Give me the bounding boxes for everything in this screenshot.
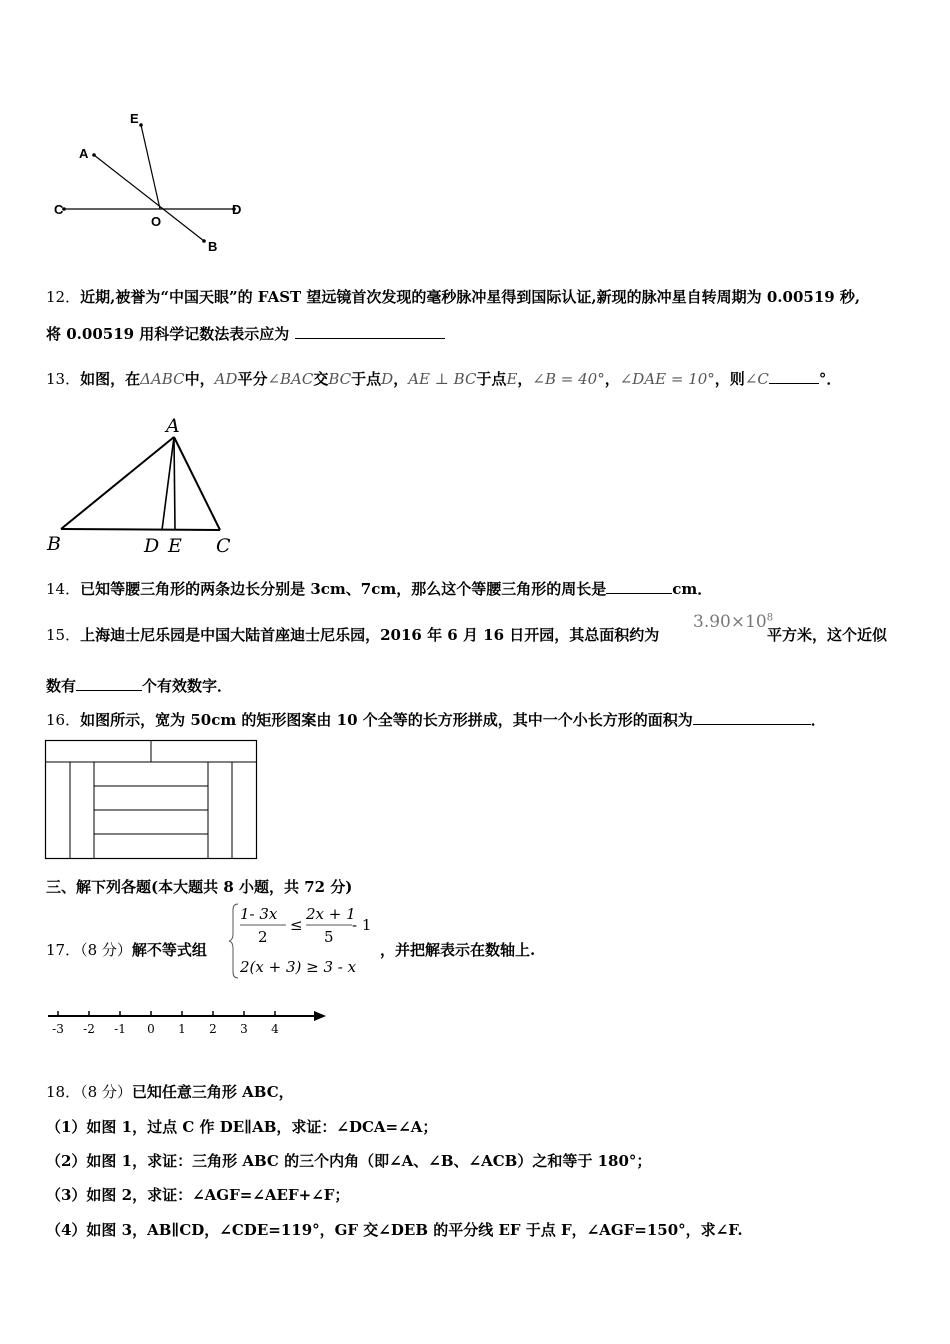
math-triangle-abc: ΔABC xyxy=(140,370,185,388)
side-ab xyxy=(61,437,174,529)
question-text: ，并把解表示在数轴上. xyxy=(380,941,536,959)
question-15-line1-tail xyxy=(767,625,887,645)
question-15-line1 xyxy=(46,625,659,645)
figure-angle-lines xyxy=(46,108,256,258)
math-angle-b: ∠B = 40° xyxy=(532,370,605,388)
label-o: O xyxy=(151,214,162,229)
question-text: 平方米，这个近似 xyxy=(767,626,888,644)
label-d: D xyxy=(232,202,242,217)
text-segment: ， xyxy=(604,370,620,388)
part-text: （4）如图 3，AB∥CD，∠CDE=119°，GF 交∠DEB 的平分线 EF 于点 F，∠AGF=150°，求∠F. xyxy=(46,1221,743,1239)
question-text: 已知等腰三角形的两条边长分别是 3cm、7cm，那么这个等腰三角形的周长是 xyxy=(80,580,607,598)
question-number: 16． xyxy=(46,711,81,729)
tick-label: 4 xyxy=(271,1022,279,1036)
question-12-line2 xyxy=(46,324,445,344)
question-18-lead xyxy=(46,1082,294,1102)
point-a xyxy=(92,153,96,157)
answer-blank[interactable] xyxy=(76,676,142,691)
question-text: 个有效数字． xyxy=(142,677,233,695)
question-text: 近期,被誉为“中国天眼”的 FAST 望远镜首次发现的毫秒脉冲星得到国际认证,新现的脉冲星自转周期为 0.00519 秒, xyxy=(80,288,861,306)
ineq1-tail: - 1 xyxy=(352,916,372,934)
figure-rectangle-pattern xyxy=(44,739,260,861)
score: （8 分） xyxy=(80,1083,132,1101)
text-segment: 中， xyxy=(184,370,215,388)
label-a: A xyxy=(166,415,180,437)
tick-label: -2 xyxy=(83,1022,95,1036)
question-17-tail xyxy=(380,940,535,960)
answer-blank[interactable] xyxy=(295,324,445,339)
math-angle-c: ∠C xyxy=(744,370,769,388)
question-18-part-3 xyxy=(46,1185,349,1205)
question-14 xyxy=(46,579,712,599)
text-segment: ， xyxy=(517,370,533,388)
text-segment: 交 xyxy=(313,370,329,388)
figure-triangle-abc xyxy=(44,412,244,557)
question-number: 14． xyxy=(46,580,81,598)
answer-blank[interactable] xyxy=(769,369,819,384)
part-text: （3）如图 2，求证：∠AGF=∠AEF+∠F； xyxy=(46,1186,350,1204)
unit-text: cm． xyxy=(672,580,713,598)
question-number: 15． xyxy=(46,626,81,644)
question-17-lead xyxy=(46,940,207,960)
math-angle-bac: ∠BAC xyxy=(267,370,314,388)
part-text: （2）如图 1，求证：三角形 ABC 的三个内角（即∠A、∠B、∠ACB）之和等于 180°； xyxy=(46,1152,652,1170)
label-c: C xyxy=(54,202,64,217)
ineq1-operator: ≤ xyxy=(290,916,303,934)
times-sign: × xyxy=(730,612,746,632)
math-e: E xyxy=(506,370,518,388)
question-text: 已知任意三角形 ABC， xyxy=(131,1083,294,1101)
segment-ad xyxy=(162,437,174,530)
label-c: C xyxy=(216,535,231,557)
label-e: E xyxy=(130,111,139,126)
label-e: E xyxy=(168,535,182,557)
ineq1-left-numerator: 1- 3x xyxy=(240,905,278,923)
text-segment: 如图，在 xyxy=(80,370,141,388)
text-segment: 平分 xyxy=(237,370,268,388)
number-line xyxy=(44,1005,334,1041)
answer-blank[interactable] xyxy=(606,579,672,594)
question-number: 17． xyxy=(46,941,81,959)
label-b: B xyxy=(47,533,61,555)
question-16 xyxy=(46,710,826,730)
question-number: 18． xyxy=(46,1083,81,1101)
label-b: B xyxy=(208,239,218,254)
system-brace xyxy=(229,904,238,978)
question-text: 数有 xyxy=(46,677,77,695)
axis-arrow xyxy=(314,1011,326,1021)
tick-label: 0 xyxy=(147,1022,155,1036)
side-bc xyxy=(61,529,220,530)
question-13 xyxy=(46,369,841,389)
math-bc: BC xyxy=(328,370,352,388)
score: （8 分） xyxy=(80,941,132,959)
text-segment: 于点 xyxy=(351,370,382,388)
segment-ae xyxy=(174,437,175,530)
inequality-system xyxy=(228,900,378,982)
question-number: 13． xyxy=(46,370,81,388)
question-text: 如图所示，宽为 50cm 的矩形图案由 10 个全等的长方形拼成，其中一个小长方形的面积为 xyxy=(80,711,693,729)
question-15-line2 xyxy=(46,676,232,696)
math-ae-perp-bc: AE ⊥ BC xyxy=(408,370,477,388)
ineq1-left-denominator: 2 xyxy=(258,928,268,946)
question-18-part-2 xyxy=(46,1151,651,1171)
base: 10 xyxy=(745,612,767,632)
math-ad: AD xyxy=(214,370,238,388)
question-text: ． xyxy=(810,711,826,729)
tick-label: 3 xyxy=(240,1022,248,1036)
label-a: A xyxy=(79,146,89,161)
line-oe xyxy=(141,125,160,209)
point-e xyxy=(139,123,143,127)
question-text: 将 0.00519 用科学记数法表示应为 xyxy=(46,325,290,343)
tick-label: -3 xyxy=(52,1022,64,1036)
point-b xyxy=(202,239,206,243)
ineq1-right-numerator: 2x + 1 xyxy=(306,905,356,923)
exponent: 8 xyxy=(766,612,774,624)
question-text: 解不等式组 xyxy=(131,941,207,959)
question-18-part-4 xyxy=(46,1220,743,1240)
side-ac xyxy=(174,437,220,530)
text-segment: °． xyxy=(818,370,842,388)
tick-label: -1 xyxy=(114,1022,126,1036)
ineq2: 2(x + 3) ≥ 3 - x xyxy=(240,958,357,976)
tick-label: 2 xyxy=(209,1022,217,1036)
math-area-value xyxy=(693,612,773,632)
ineq1-right-denominator: 5 xyxy=(324,928,334,946)
section-title: 三、解下列各题(本大题共 8 小题，共 72 分) xyxy=(46,878,353,896)
math-d: D xyxy=(381,370,394,388)
question-12-line1 xyxy=(46,287,860,307)
part-text: （1）如图 1，过点 C 作 DE∥AB，求证：∠DCA=∠A； xyxy=(46,1118,438,1136)
section-heading xyxy=(46,877,352,897)
math-angle-dae: ∠DAE = 10° xyxy=(619,370,715,388)
text-segment: ， xyxy=(393,370,409,388)
answer-blank[interactable] xyxy=(693,710,811,725)
question-18-part-1 xyxy=(46,1117,437,1137)
question-number: 12． xyxy=(46,288,81,306)
tick-label: 1 xyxy=(178,1022,186,1036)
line-ab xyxy=(94,155,204,241)
text-segment: ，则 xyxy=(714,370,745,388)
question-text: 上海迪士尼乐园是中国大陆首座迪士尼乐园，2016 年 6 月 16 日开园，其总面积约为 xyxy=(80,626,660,644)
text-segment: 于点 xyxy=(476,370,507,388)
label-d: D xyxy=(144,535,160,557)
mantissa: 3.90 xyxy=(693,612,731,632)
